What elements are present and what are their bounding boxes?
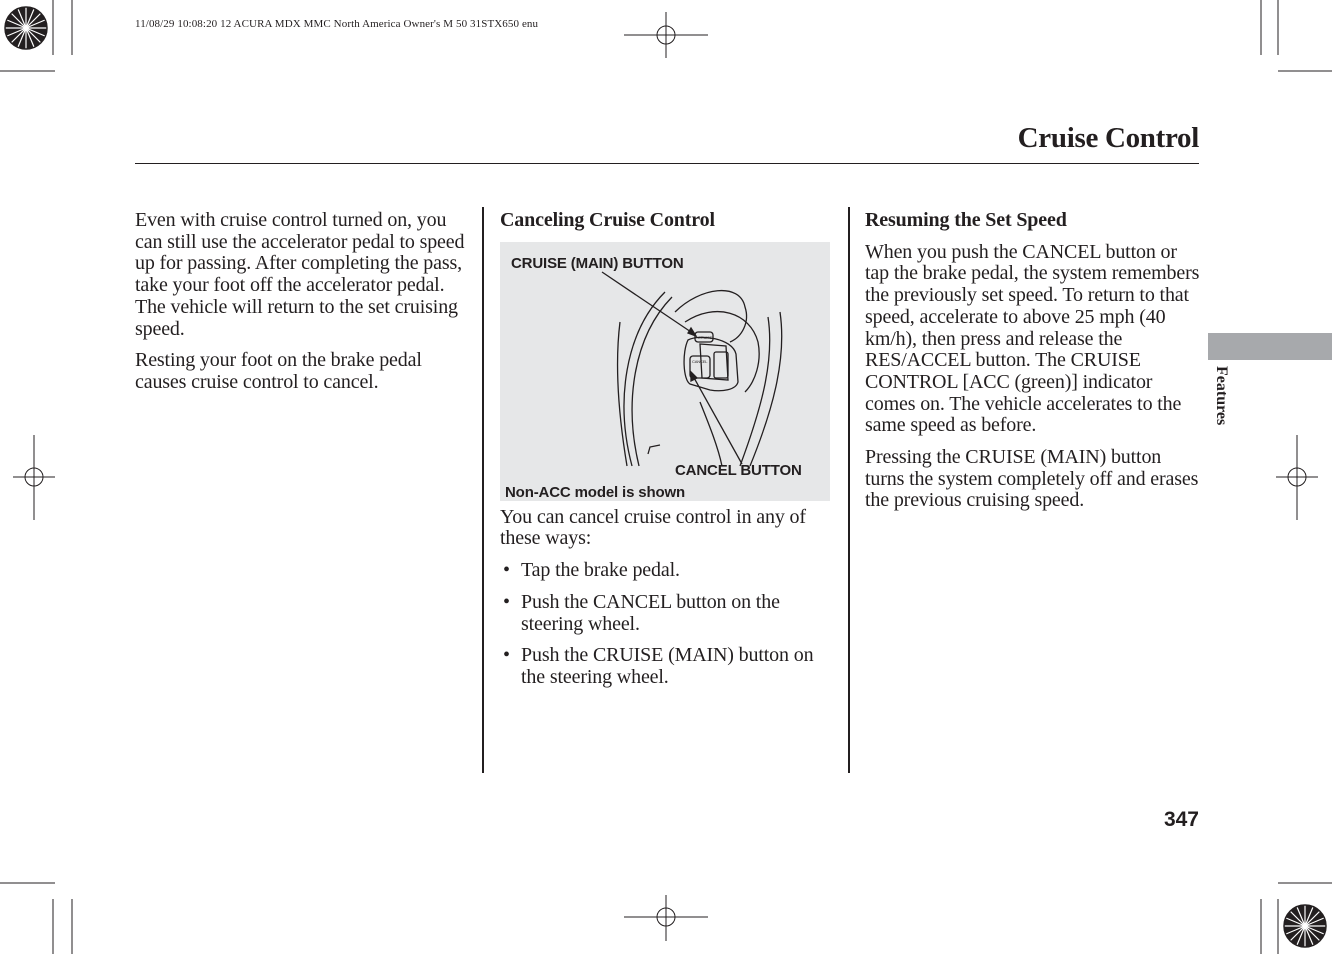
page-title: Cruise Control bbox=[1017, 122, 1199, 154]
registration-target-bottom-right bbox=[1284, 905, 1326, 947]
list-item: • Push the CANCEL button on the steering wheel. bbox=[503, 590, 780, 635]
print-meta: 11/08/29 10:08:20 12 ACURA MDX MMC North America Owner's M 50 31STX650 enu bbox=[135, 18, 539, 30]
paragraph: When you push the CANCEL button or tap the brake pedal, the system remembers the previously set speed. To return to that speed, accelerate to above 25 mph (40 km/h), then press and release the RES/ACCEL button. The CRUISE CONTROL [ACC (green)] indicator comes on. The vehicle accelerates to the same speed as before. bbox=[865, 240, 1200, 437]
paragraph: You can cancel cruise control in any of these ways: bbox=[500, 505, 806, 550]
section-tab-label: Features bbox=[1213, 366, 1230, 426]
cancel-methods-list bbox=[500, 560, 835, 689]
paragraph: Pressing the CRUISE (MAIN) button turns the system completely off and erases the previous cruising speed. bbox=[865, 446, 1199, 512]
column-1 bbox=[135, 210, 475, 404]
cancel-button-text: CANCEL bbox=[692, 358, 708, 364]
column-divider bbox=[848, 207, 850, 773]
column-3 bbox=[865, 210, 1205, 522]
cancel-button-label: CANCEL BUTTON bbox=[675, 461, 802, 479]
cruise-button-text: CRUISE bbox=[698, 334, 713, 340]
list-item: • Tap the brake pedal. bbox=[503, 559, 680, 582]
page-number: 347 bbox=[1163, 808, 1199, 831]
bullet: • bbox=[503, 559, 510, 582]
section-heading: Canceling Cruise Control bbox=[500, 209, 715, 231]
title-rule bbox=[135, 163, 1199, 164]
column-2 bbox=[500, 210, 835, 699]
paragraph: Resting your foot on the brake pedal causes cruise control to cancel. bbox=[135, 349, 422, 393]
column-divider bbox=[482, 207, 484, 773]
list-item: • Push the CRUISE (MAIN) button on the steering wheel. bbox=[503, 644, 814, 688]
bullet: • bbox=[503, 644, 510, 667]
steering-wheel-figure bbox=[500, 242, 830, 501]
figure-caption: Non-ACC model is shown bbox=[505, 483, 686, 501]
section-tab-bar bbox=[1208, 333, 1332, 360]
registration-target-top-left bbox=[5, 7, 47, 49]
bullet: • bbox=[503, 590, 510, 613]
paragraph: Even with cruise control turned on, you can still use the accelerator pedal to speed up for passing. After completing the pass, take your foot off the accelerator pedal. The vehicle will return to the set cruising speed. bbox=[135, 209, 465, 340]
section-heading: Resuming the Set Speed bbox=[865, 209, 1067, 231]
cruise-main-button-label: CRUISE (MAIN) BUTTON bbox=[511, 254, 684, 272]
